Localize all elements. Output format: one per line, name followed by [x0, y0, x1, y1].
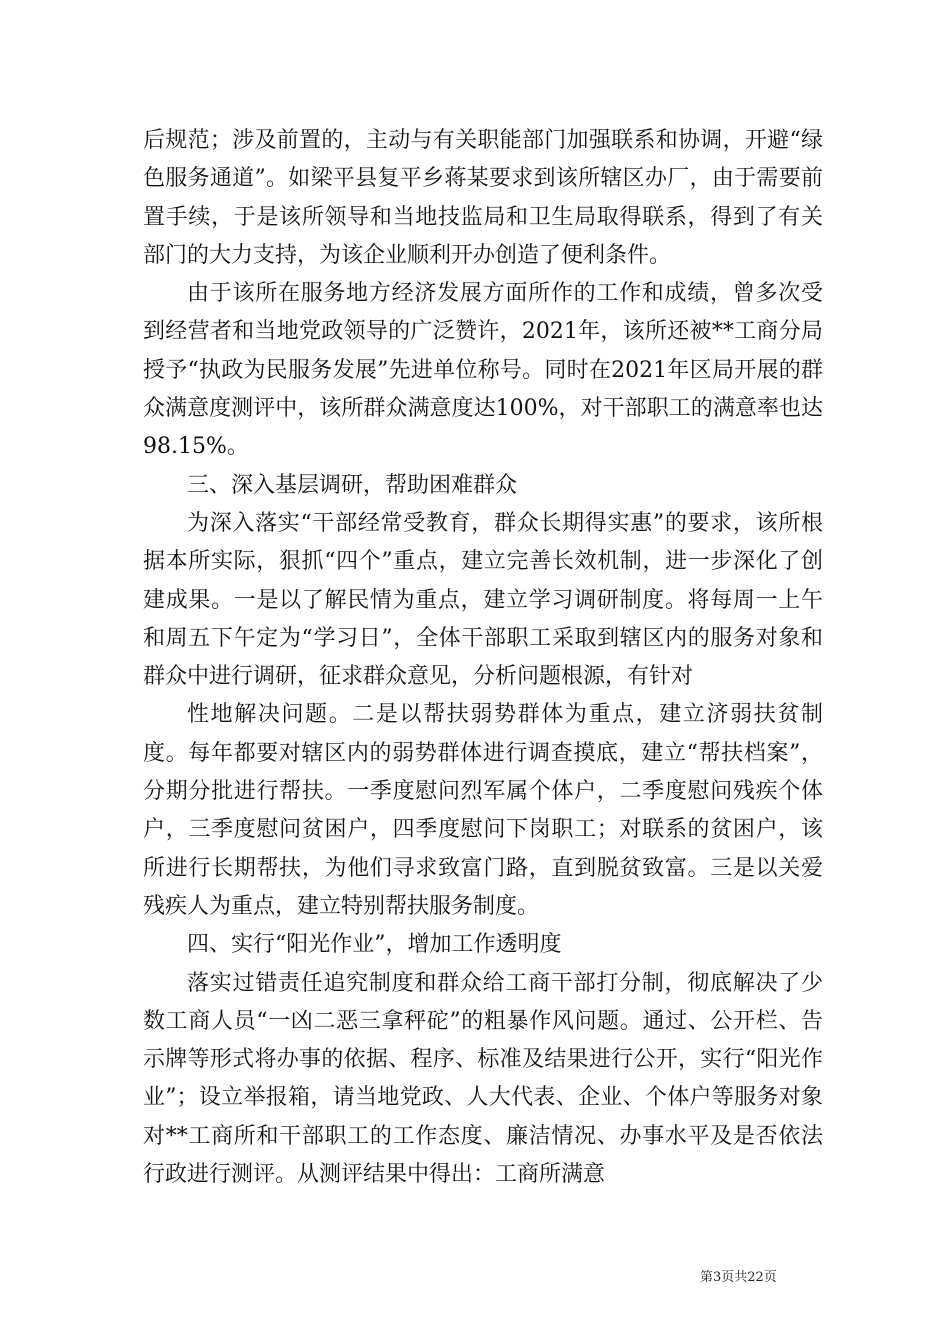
paragraph-1: 后规范；涉及前置的，主动与有关职能部门加强联系和协调，开避“绿色服务通道”。如梁平县复平乡蒋某要求到该所辖区办厂，由于需要前置手续，于是该所领导和当地技监局和卫生局取得联系，得到了有关部门的大力支持，为该企业顺利开办创造了便利条件。: [143, 128, 823, 268]
paragraph-4: 为深入落实“干部经常受教育，群众长期得实惠”的要求，该所根据本所实际，狠抓“四个”重点，建立完善长效机制，进一步深化了创建成果。一是以了解民情为重点，建立学习调研制度。将每周一上午和周五下午定为“学习日”，全体干部职工采取到辖区内的服务对象和群众中进行调研，征求群众意见，分析问题根源，有针对: [143, 510, 823, 690]
page-number-footer: 第3页共22页: [700, 1270, 777, 1285]
paragraph-5: 性地解决问题。二是以帮扶弱势群体为重点，建立济弱扶贫制度。每年都要对辖区内的弱势群体进行调查摸底，建立“帮扶档案”，分期分批进行帮扶。一季度慰问烈军属个体户，二季度慰问残疾个体户，三季度慰问贫困户，四季度慰问下岗职工；对联系的贫困户，该所进行长期帮扶，为他们寻求致富门路，直到脱贫致富。三是以关爱残疾人为重点，建立特别帮扶服务制度。: [143, 702, 823, 919]
section-heading-4: 四、实行“阳光作业”，增加工作透明度: [187, 932, 562, 958]
paragraph-6: 落实过错责任追究制度和群众给工商干部打分制，彻底解决了少数工商人员“一凶二恶三拿秤砣”的粗暴作风问题。通过、公开栏、告示牌等形式将办事的依据、程序、标准及结果进行公开，实行“阳光作业”；设立举报箱，请当地党政、人大代表、企业、个体户等服务对象对**工商所和干部职工的工作态度、廉洁情况、办事水平及是否依法行政进行测评。从测评结果中得出：工商所满意: [143, 970, 823, 1188]
section-heading-3: 三、深入基层调研，帮助困难群众: [187, 472, 518, 498]
document-body: [143, 122, 823, 1194]
paragraph-2: 由于该所在服务地方经济发展方面所作的工作和成绩，曾多次受到经营者和当地党政领导的广泛赞许，2021年，该所还被**工商分局授予“执政为民服务发展”先进单位称号。同时在2021年区局开展的群众满意度测评中，该所群众满意度达100%，对干部职工的满意率也达98.15%。: [143, 281, 823, 460]
